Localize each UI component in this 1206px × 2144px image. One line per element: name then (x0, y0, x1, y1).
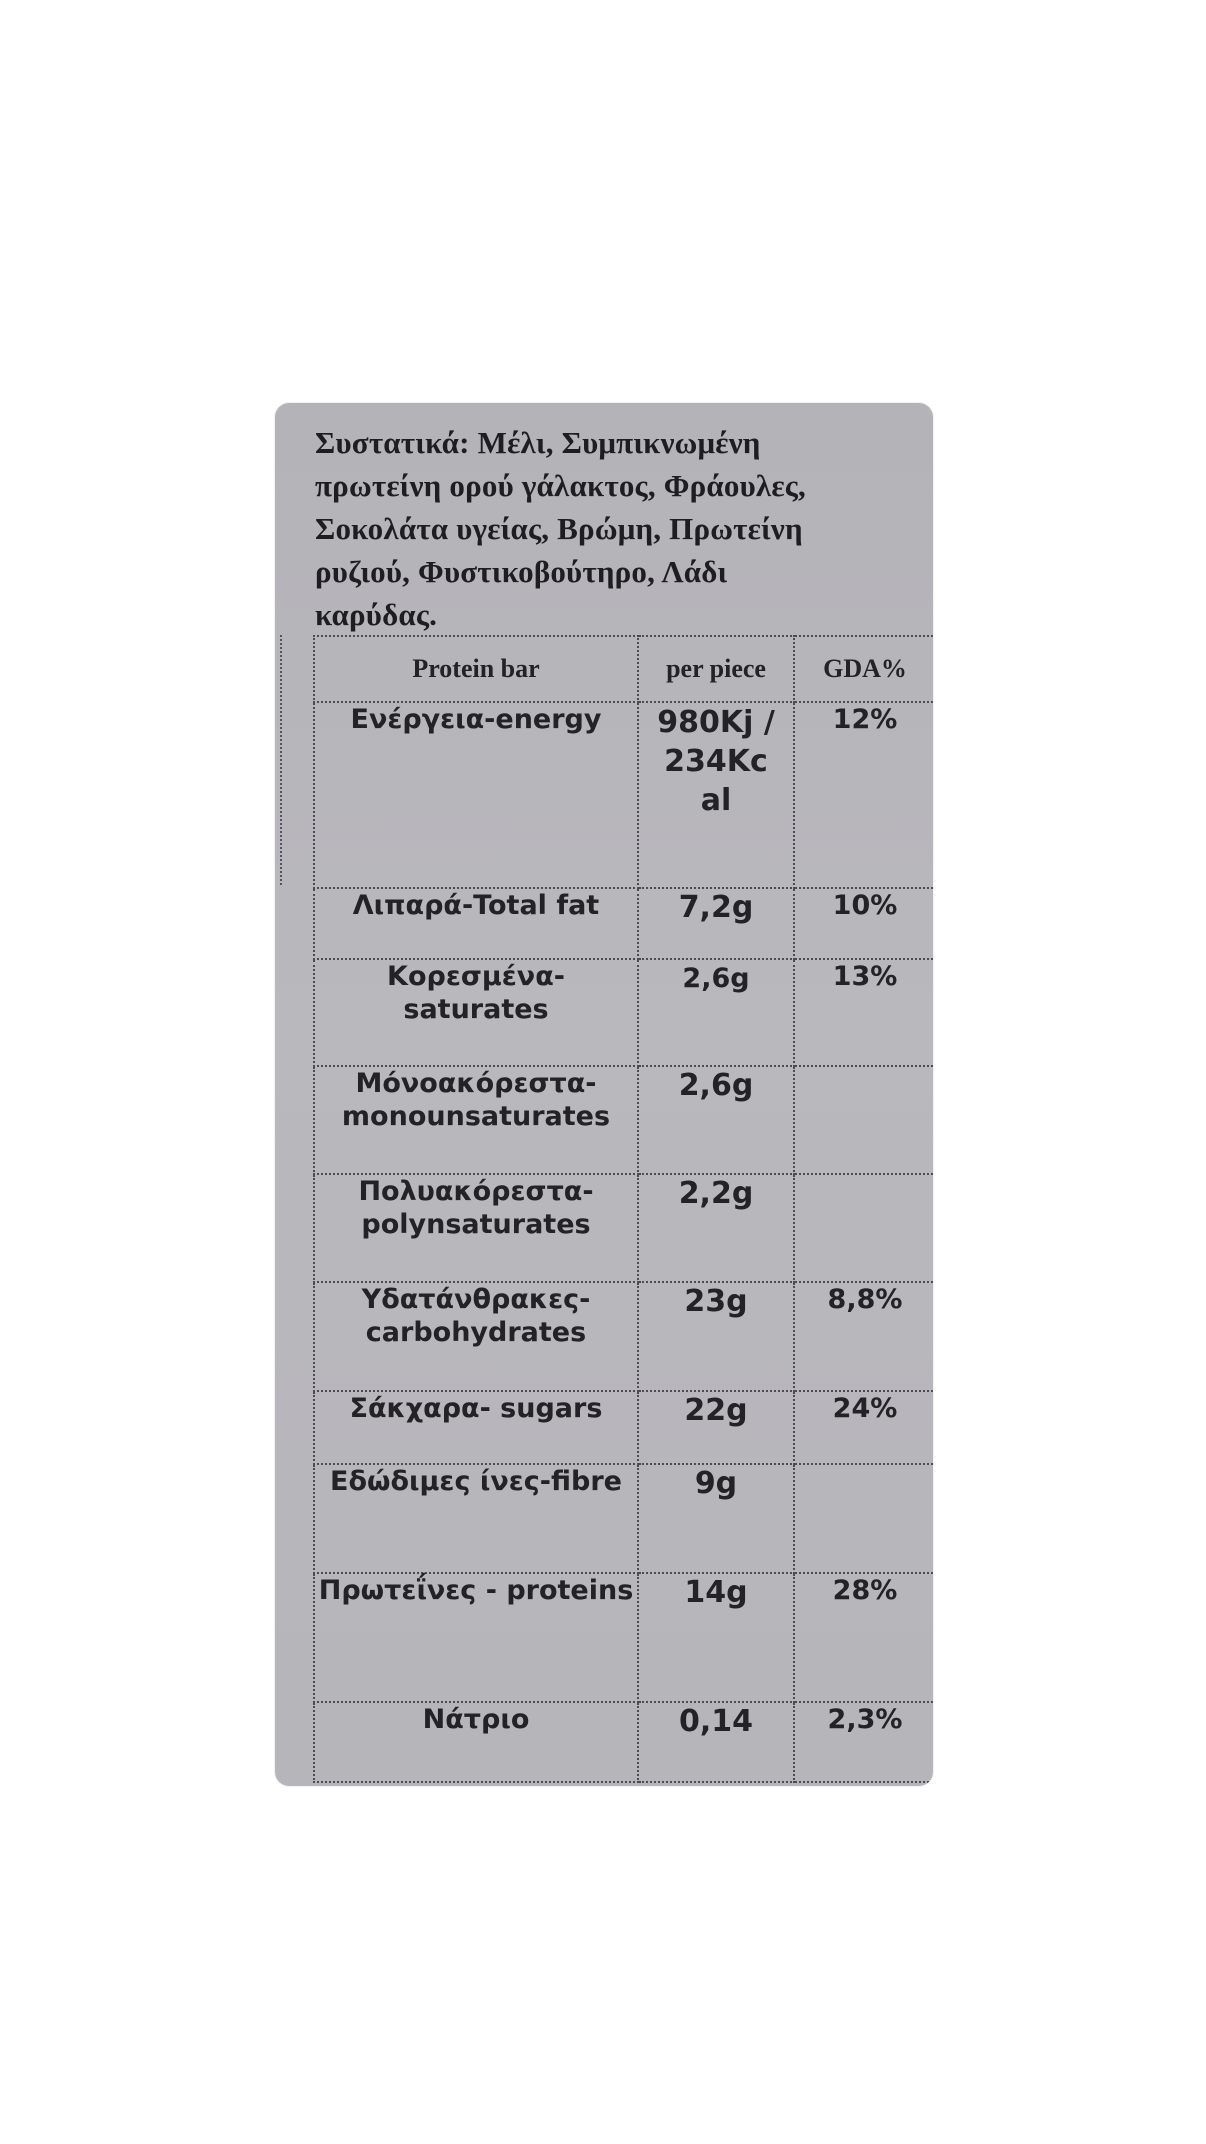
nutrition-table (313, 635, 933, 1783)
nutrient-value (638, 702, 794, 888)
nutrient-gda: 12% (794, 702, 933, 888)
header-per-piece: per piece (638, 636, 794, 702)
ingredients-line: καρύδας. (315, 597, 438, 632)
nutrient-gda: 10% (794, 888, 933, 959)
nutrient-value: 7,2g (638, 888, 794, 959)
table-row-polyunsaturates (314, 1174, 933, 1282)
nutrient-name: Εδώδιμες ίνες-fibre (314, 1464, 638, 1573)
nutrient-gda: 2,3% (794, 1702, 933, 1782)
nutrient-name: Πολυακόρεστα-polynsaturates (314, 1174, 638, 1282)
nutrient-gda (794, 1464, 933, 1573)
nutrient-gda: 8,8% (794, 1282, 933, 1391)
nutrient-name: Υδατάνθρακες-carbohydrates (314, 1282, 638, 1391)
ingredients-line: πρωτείνη ορού γάλακτος, Φράουλες, (315, 468, 807, 503)
nutrient-value: 9g (638, 1464, 794, 1573)
nutrient-value: 2,2g (638, 1174, 794, 1282)
nutrient-gda (794, 1066, 933, 1174)
nutrient-gda: 13% (794, 959, 933, 1066)
table-row-sugars (314, 1391, 933, 1464)
ingredients-text (315, 421, 925, 636)
table-edge-divider (280, 635, 282, 885)
nutrient-name: Σάκχαρα- sugars (314, 1391, 638, 1464)
nutrient-gda: 28% (794, 1573, 933, 1702)
nutrient-value: 0,14 (638, 1702, 794, 1782)
nutrient-name: Λιπαρά-Total fat (314, 888, 638, 959)
table-row-monounsaturates (314, 1066, 933, 1174)
nutrient-value: 14g (638, 1573, 794, 1702)
nutrient-value: 2,6g (638, 1066, 794, 1174)
ingredients-line: Σοκολάτα υγείας, Βρώμη, Πρωτείνη (315, 511, 803, 546)
nutrition-label (275, 403, 933, 1786)
header-product: Protein bar (314, 636, 638, 702)
table-row-energy (314, 702, 933, 888)
nutrient-gda: 24% (794, 1391, 933, 1464)
table-row-proteins (314, 1573, 933, 1702)
nutrient-name: Μόνοακόρεστα-monounsaturates (314, 1066, 638, 1174)
table-row-saturates (314, 959, 933, 1066)
ingredients-line: ρυζιού, Φυστικοβούτηρο, Λάδι (315, 554, 728, 589)
table-row-carbohydrates (314, 1282, 933, 1391)
nutrient-name: Πρωτεΐνες - proteins (314, 1573, 638, 1702)
energy-value-text: 980Kj / 234Kcal (657, 705, 775, 818)
nutrient-name: Ενέργεια-energy (314, 702, 638, 888)
table-row-total-fat (314, 888, 933, 959)
nutrient-name: Νάτριο (314, 1702, 638, 1782)
table-row-fibre (314, 1464, 933, 1573)
table-header-row (314, 636, 933, 702)
header-gda: GDA% (794, 636, 933, 702)
table-row-sodium (314, 1702, 933, 1782)
nutrient-value: 23g (638, 1282, 794, 1391)
ingredients-line: Συστατικά: Μέλι, Συμπικνωμένη (315, 425, 761, 460)
nutrient-value: 2,6g (638, 959, 794, 1066)
nutrient-name: Κορεσμένα-saturates (314, 959, 638, 1066)
nutrient-value: 22g (638, 1391, 794, 1464)
nutrient-gda (794, 1174, 933, 1282)
